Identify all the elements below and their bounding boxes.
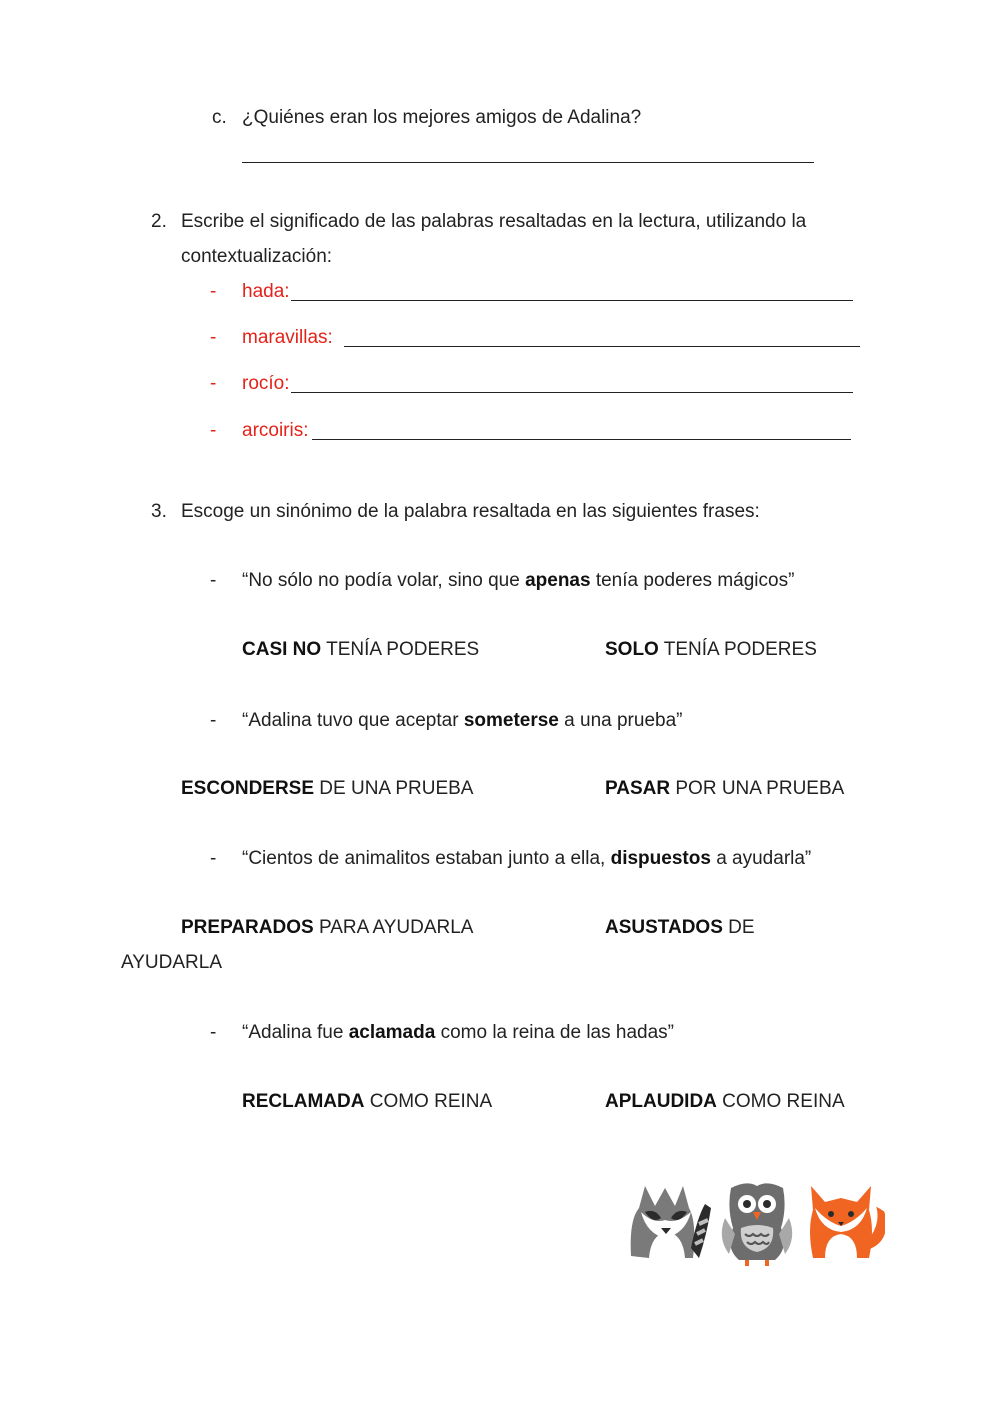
answer-blank-c[interactable] (242, 162, 814, 163)
synonym-option-1a[interactable]: CASI NO TENÍA PODERES (242, 639, 480, 660)
question-2-text-line1: Escribe el significado de las palabras resaltadas en la lectura, utilizando la (181, 211, 807, 232)
question-c-marker: c. (212, 107, 227, 128)
list-dash: - (210, 710, 217, 731)
list-dash: - (210, 848, 217, 869)
synonym-option-3b[interactable]: ASUSTADOS DE (605, 917, 755, 938)
owl-icon (722, 1183, 792, 1266)
list-dash: - (210, 281, 217, 302)
animal-decoration (625, 1178, 885, 1268)
question-3-text: Escoge un sinónimo de la palabra resaltada en las siguientes frases: (181, 501, 760, 522)
synonym-option-2a[interactable]: ESCONDERSE DE UNA PRUEBA (181, 778, 474, 799)
answer-blank-maravillas[interactable] (344, 346, 860, 347)
list-dash: - (210, 420, 217, 441)
question-2-text-line2: contextualización: (181, 246, 333, 267)
question-c-text: ¿Quiénes eran los mejores amigos de Adalina? (242, 107, 642, 128)
question-2-number: 2. (151, 211, 167, 232)
synonym-option-2b[interactable]: PASAR POR UNA PRUEBA (605, 778, 845, 799)
synonym-option-4b[interactable]: APLAUDIDA COMO REINA (605, 1091, 845, 1112)
question-3-number: 3. (151, 501, 167, 522)
answer-blank-arcoiris[interactable] (312, 439, 851, 440)
vocab-word-rocio: rocío: (242, 373, 290, 394)
list-dash: - (210, 327, 217, 348)
synonym-quote-2: “Adalina tuvo que aceptar someterse a una prueba” (242, 710, 683, 731)
list-dash: - (210, 570, 217, 591)
synonym-option-3b-wrap: AYUDARLA (121, 952, 223, 973)
synonym-option-1b[interactable]: SOLO TENÍA PODERES (605, 639, 817, 660)
list-dash: - (210, 373, 217, 394)
vocab-word-hada: hada: (242, 281, 290, 302)
vocab-word-maravillas: maravillas: (242, 327, 333, 348)
synonym-quote-1: “No sólo no podía volar, sino que apenas tenía poderes mágicos” (242, 570, 795, 591)
vocab-word-arcoiris: arcoiris: (242, 420, 309, 441)
synonym-quote-4: “Adalina fue aclamada como la reina de las hadas” (242, 1022, 674, 1043)
answer-blank-rocio[interactable] (291, 392, 853, 393)
list-dash: - (210, 1022, 217, 1043)
synonym-option-3a[interactable]: PREPARADOS PARA AYUDARLA (181, 917, 474, 938)
synonym-quote-3: “Cientos de animalitos estaban junto a ella, dispuestos a ayudarla” (242, 848, 812, 869)
raccoon-icon (631, 1186, 711, 1258)
answer-blank-hada[interactable] (291, 300, 853, 301)
fox-icon (810, 1186, 885, 1258)
synonym-option-4a[interactable]: RECLAMADA COMO REINA (242, 1091, 493, 1112)
